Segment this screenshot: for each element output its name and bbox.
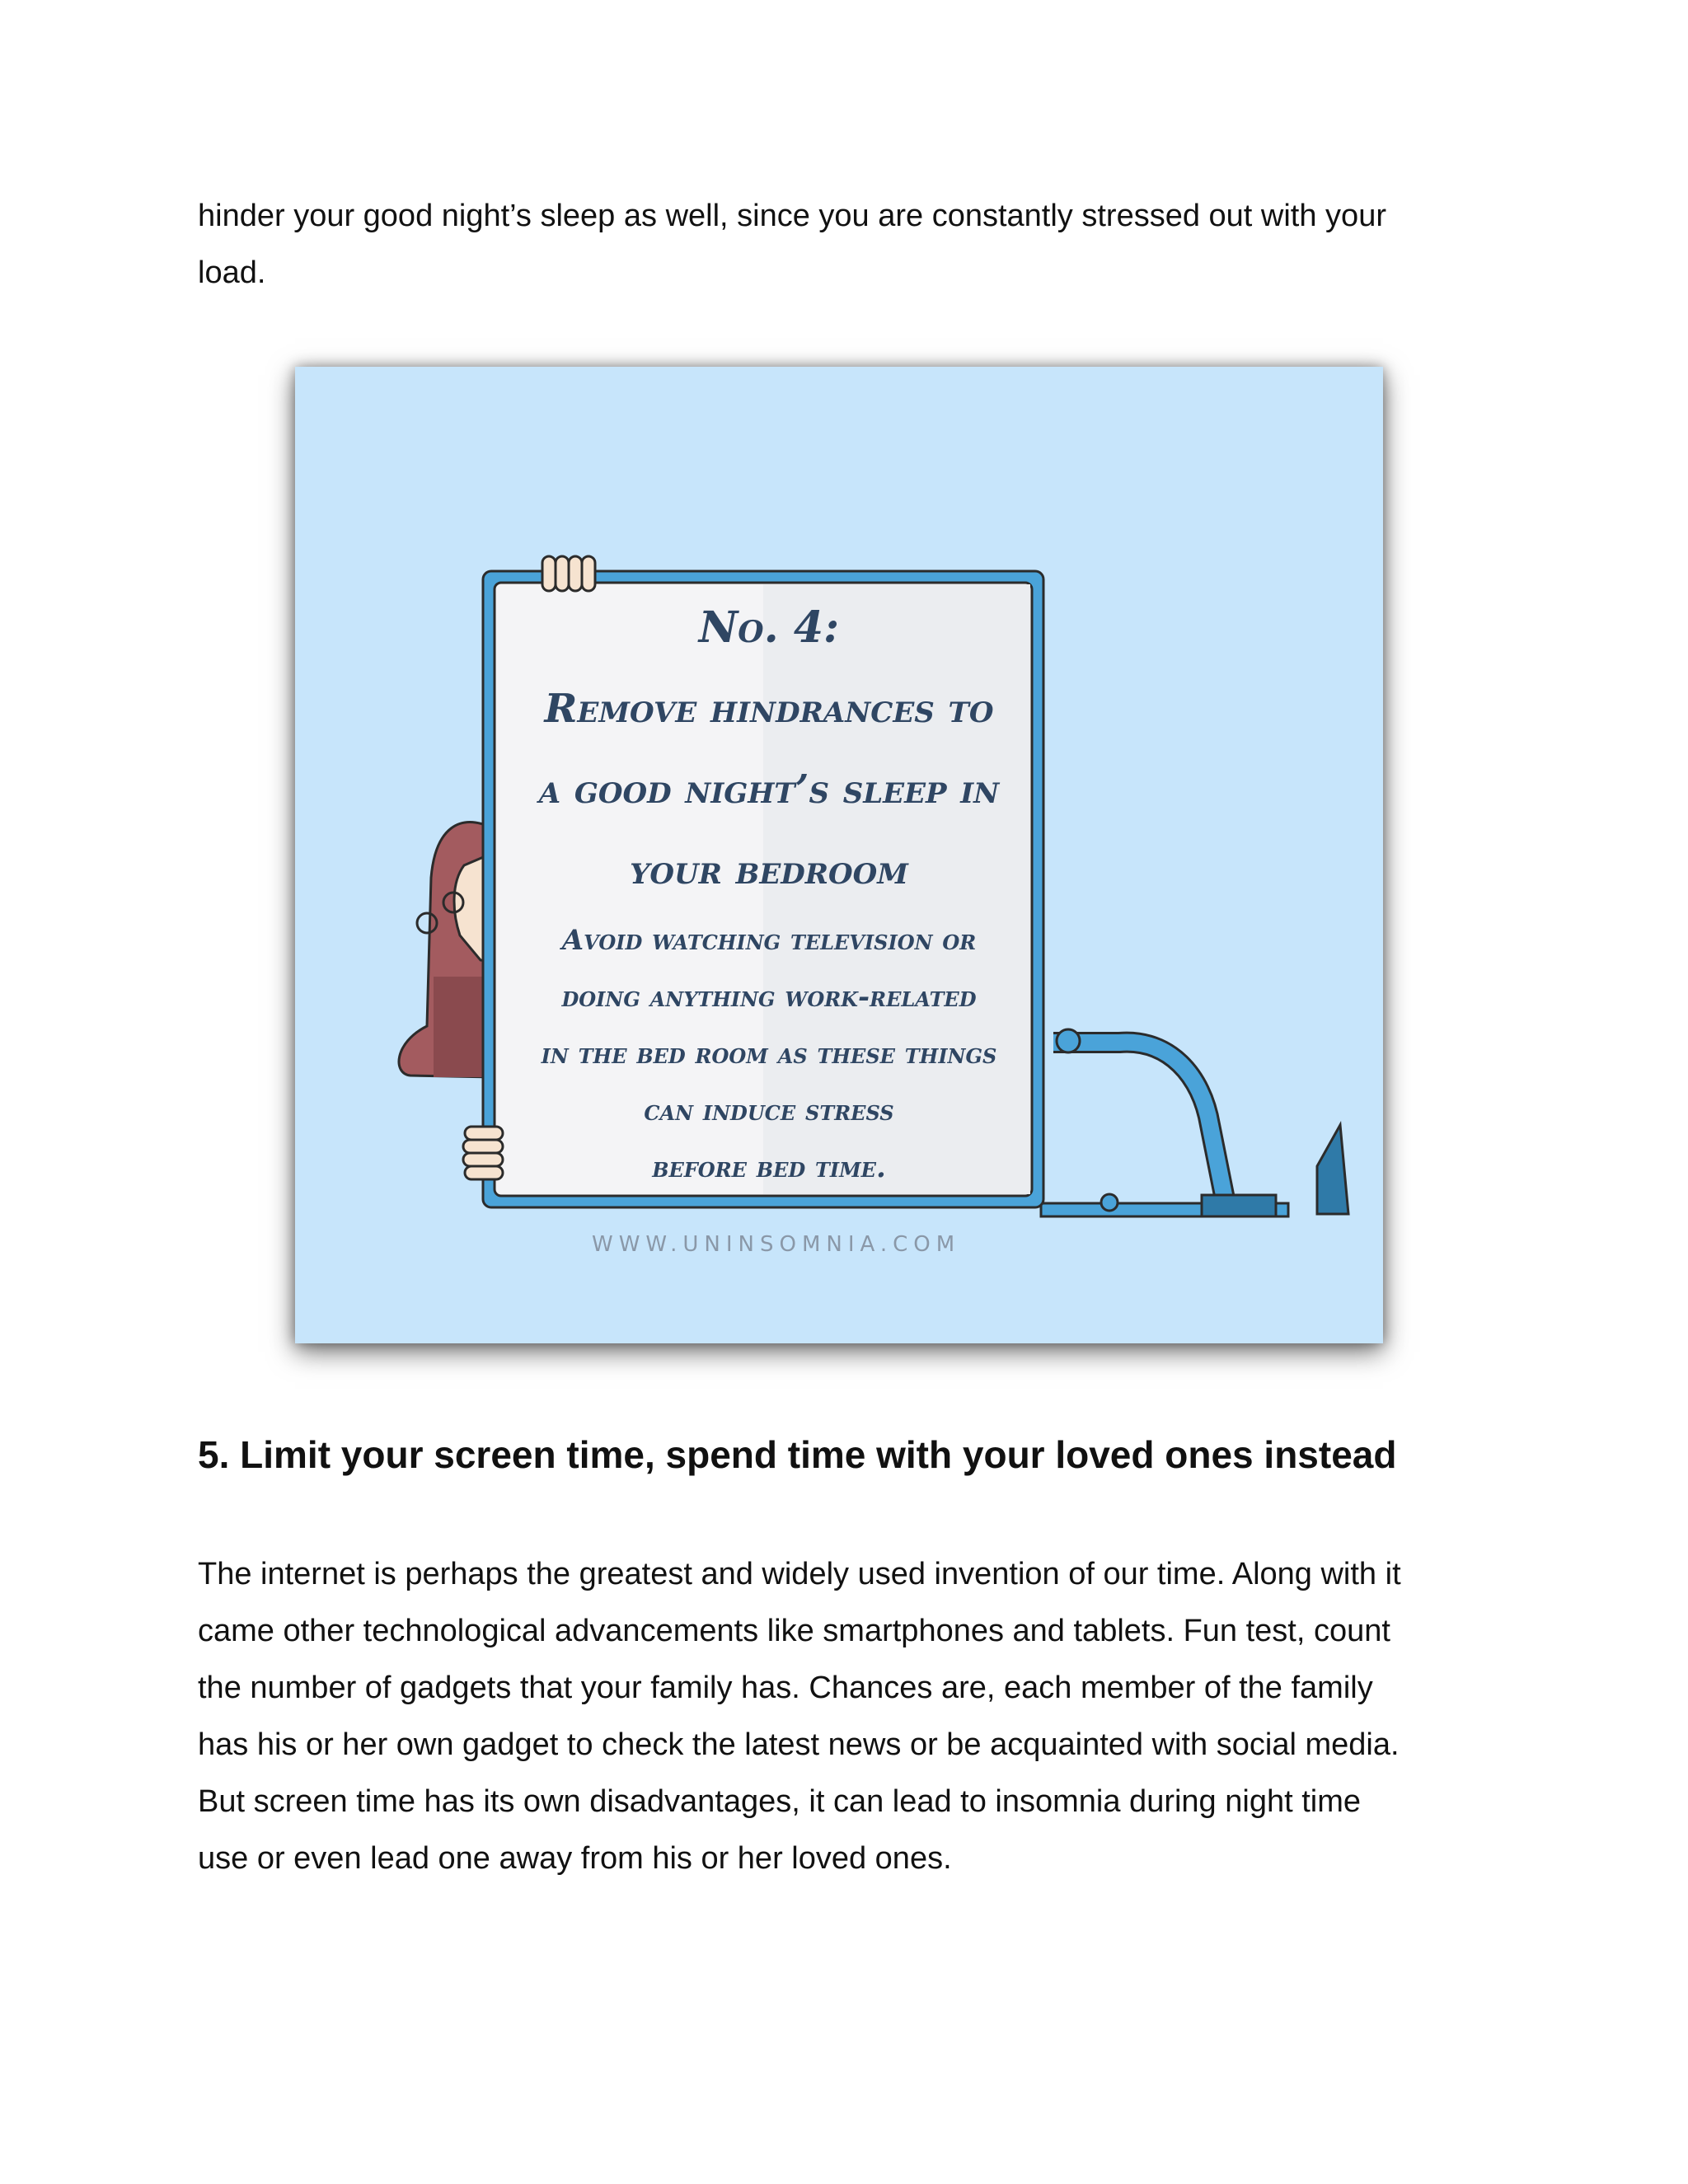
text-line: But screen time has its own disadvantages, it can lead to insomnia during night time [198,1784,1361,1819]
section-heading: 5. Limit your screen time, spend time with your loved ones instead [198,1433,1397,1476]
tip-illustration [295,367,1383,1343]
intro-paragraph [198,188,1517,302]
top-hand [542,556,595,591]
tip-body-line: before bed time. [652,1151,886,1184]
stand-clamp [1202,1195,1276,1216]
text-line: hinder your good night’s sleep as well, since you are constantly stressed out with your [198,199,1386,233]
text-line: The internet is perhaps the greatest and widely used invention of our time. Along with it [198,1557,1401,1591]
tip-title-line: Remove hindrances to [544,686,994,732]
body-paragraph [198,1546,1517,1887]
tip-number: No. 4: [698,602,840,653]
tip-title-line: your bedroom [630,847,908,893]
text-line: the number of gadgets that your family has. Chances are, each member of the family [198,1671,1373,1705]
stand-hook [1317,1125,1348,1214]
text-line: use or even lead one away from his or her loved ones. [198,1841,952,1876]
text-line: has his or her own gadget to check the latest news or be acquainted with social media. [198,1727,1400,1762]
tip-body-line: can induce stress [644,1094,894,1127]
tip-body-line: Avoid watching television or [561,924,977,957]
stand-outline [1053,1043,1226,1207]
stand-bump [1101,1194,1118,1211]
text-line: came other technological advancements like smartphones and tablets. Fun test, count [198,1614,1390,1648]
tip-title-line: a good night’s sleep in [538,766,1000,813]
text-line: load. [198,255,266,290]
tip-body-line: in the bed room as these things [541,1038,997,1071]
tip-body-line: doing anything work-related [561,981,977,1014]
stand-knob [1057,1029,1080,1052]
website-watermark: WWW.UNINSOMNIA.COM [592,1232,961,1257]
